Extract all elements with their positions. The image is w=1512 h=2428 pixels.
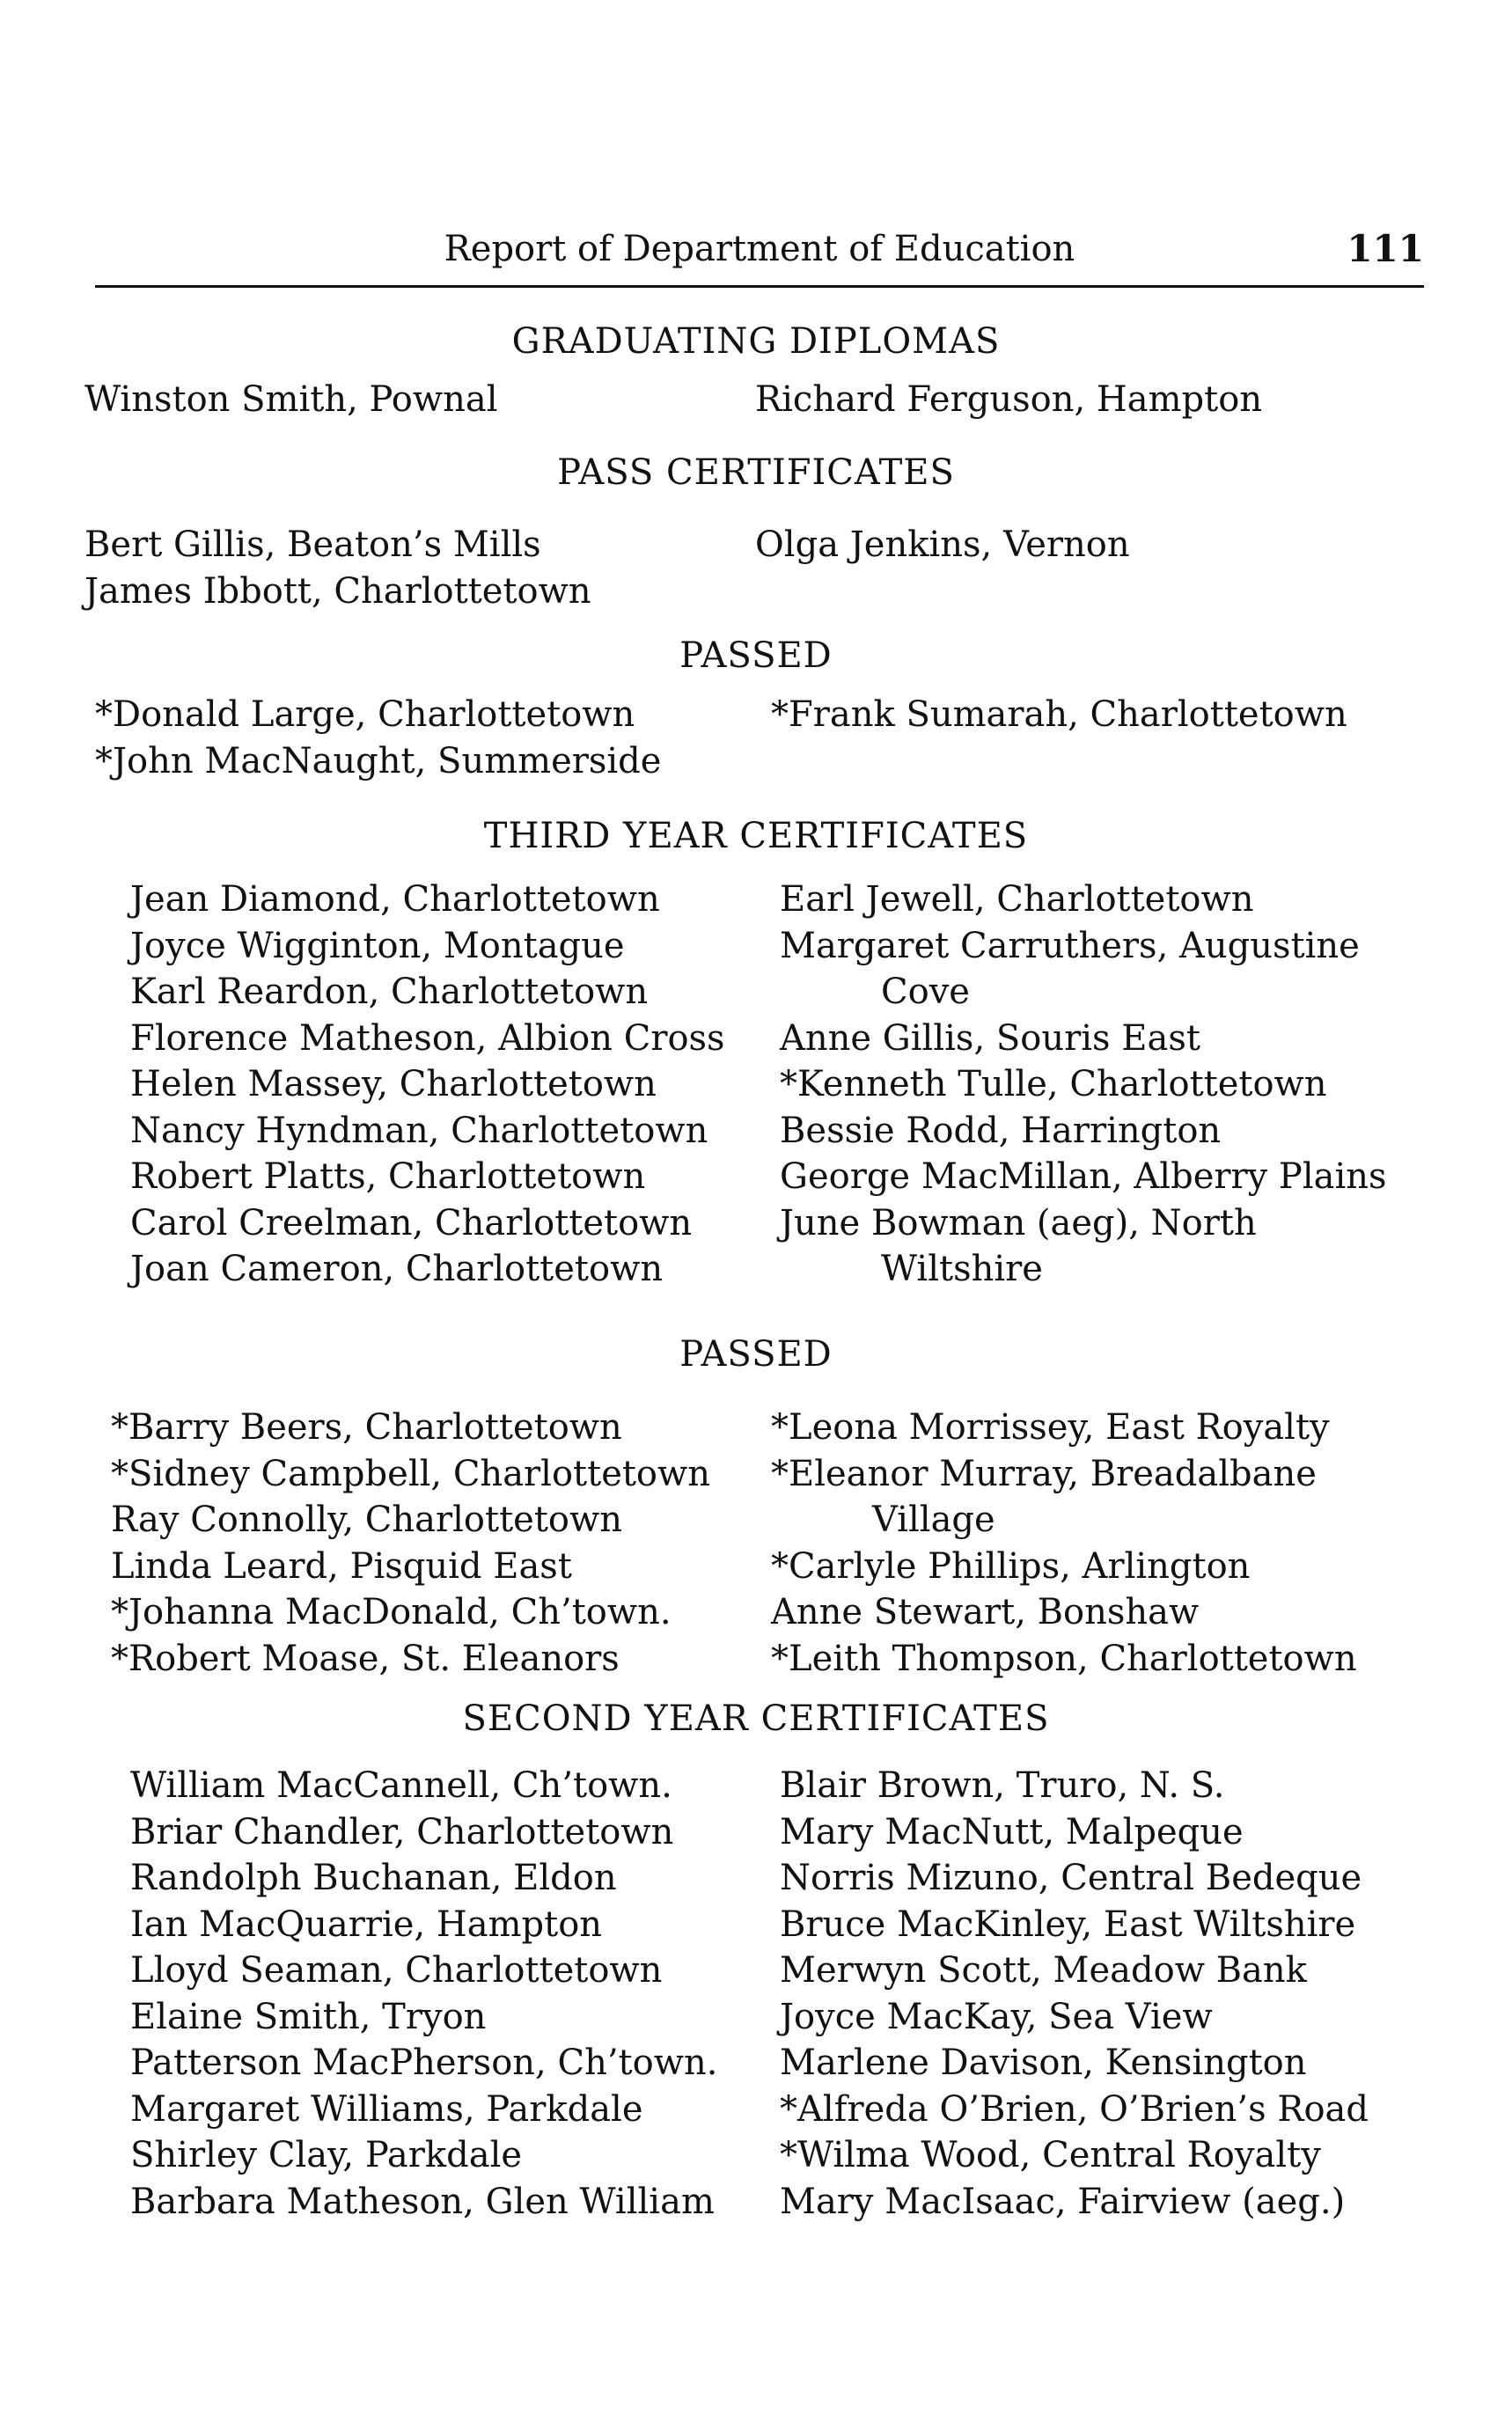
passed-left-column <box>111 1405 710 1682</box>
list-item-continuation: Wiltshire <box>881 1249 1043 1289</box>
list-item: *Johanna MacDonald, Ch’town. <box>111 1592 672 1632</box>
list-item: Robert Platts, Charlottetown <box>130 1156 646 1197</box>
running-head-title: Report of Department of Education <box>444 229 1075 269</box>
list-item: Briar Chandler, Charlottetown <box>130 1811 674 1852</box>
list-item: *Sidney Campbell, Charlottetown <box>111 1453 711 1494</box>
list-item: *John MacNaught, Summerside <box>95 740 662 781</box>
list-item: Nancy Hyndman, Charlottetown <box>130 1110 708 1151</box>
list-item: *Leona Morrissey, East Royalty <box>771 1407 1330 1448</box>
pass-certificates-left-column <box>84 522 591 614</box>
list-item: Lloyd Seaman, Charlottetown <box>130 1950 663 1991</box>
list-item: George MacMillan, Alberry Plains <box>780 1156 1387 1197</box>
page-number: 111 <box>1347 227 1424 270</box>
graduating-diplomas-right-column <box>755 377 1262 423</box>
list-item: Bruce MacKinley, East Wiltshire <box>780 1904 1356 1945</box>
pass-certificates-right-column <box>755 522 1130 568</box>
section-heading-second-year-certificates: SECOND YEAR CERTIFICATES <box>462 1698 1050 1739</box>
list-item: James Ibbott, Charlottetown <box>84 570 591 612</box>
list-item: Mary MacIsaac, Fairview (aeg.) <box>780 2181 1346 2222</box>
list-item: Bert Gillis, Beaton’s Mills <box>84 524 541 565</box>
list-item: Bessie Rodd, Harrington <box>780 1110 1222 1151</box>
list-item: *Donald Large, Charlottetown <box>95 694 635 735</box>
passed-right-column <box>771 692 1347 738</box>
list-item: Karl Reardon, Charlottetown <box>130 972 649 1012</box>
list-item: Helen Massey, Charlottetown <box>130 1064 657 1104</box>
list-item: *Barry Beers, Charlottetown <box>111 1407 622 1448</box>
list-item: Joan Cameron, Charlottetown <box>130 1249 664 1289</box>
section-heading-passed: PASSED <box>679 1334 833 1375</box>
list-item: Patterson MacPherson, Ch’town. <box>130 2043 718 2083</box>
section-heading-pass-certificates: PASS CERTIFICATES <box>557 452 955 493</box>
passed-left-column <box>95 692 661 784</box>
second-year-right-column <box>780 1763 1369 2225</box>
list-item: *Carlyle Phillips, Arlington <box>771 1545 1251 1587</box>
list-item: *Wilma Wood, Central Royalty <box>780 2135 1321 2175</box>
list-item: Elaine Smith, Tryon <box>130 1996 487 2037</box>
list-item: William MacCannell, Ch’town. <box>130 1765 672 1806</box>
list-item: *Leith Thompson, Charlottetown <box>771 1638 1357 1679</box>
list-item: *Frank Sumarah, Charlottetown <box>771 694 1347 735</box>
list-item: Shirley Clay, Parkdale <box>130 2135 523 2175</box>
list-item-continuation: Cove <box>881 972 970 1012</box>
list-item: Merwyn Scott, Meadow Bank <box>780 1950 1307 1991</box>
list-item: Margaret Carruthers, Augustine <box>780 925 1360 966</box>
passed-right-column <box>771 1405 1357 1682</box>
list-item: *Kenneth Tulle, Charlottetown <box>780 1064 1327 1104</box>
list-item: June Bowman (aeg), North <box>780 1202 1257 1243</box>
list-item: Ray Connolly, Charlottetown <box>111 1500 622 1540</box>
list-item: Joyce Wigginton, Montague <box>130 925 625 966</box>
list-item: *Robert Moase, St. Eleanors <box>111 1638 620 1679</box>
third-year-left-column <box>130 877 725 1293</box>
list-item: Jean Diamond, Charlottetown <box>130 879 660 920</box>
list-item: Anne Stewart, Bonshaw <box>771 1592 1200 1632</box>
running-head <box>95 220 1424 288</box>
list-item: Norris Mizuno, Central Bedeque <box>780 1858 1362 1898</box>
list-item: *Eleanor Murray, Breadalbane <box>771 1453 1317 1494</box>
list-item: Joyce MacKay, Sea View <box>780 1996 1213 2037</box>
section-heading-passed: PASSED <box>679 635 833 676</box>
list-item: Anne Gillis, Souris East <box>780 1017 1200 1059</box>
graduating-diplomas-left-column <box>84 377 498 423</box>
list-item: Carol Creelman, Charlottetown <box>130 1202 693 1243</box>
list-item: Florence Matheson, Albion Cross <box>130 1017 725 1059</box>
list-item: Mary MacNutt, Malpeque <box>780 1811 1244 1852</box>
third-year-right-column <box>780 877 1387 1293</box>
list-item: *Alfreda O’Brien, O’Brien’s Road <box>780 2088 1369 2130</box>
list-item-continuation: Village <box>872 1500 995 1540</box>
second-year-left-column <box>130 1763 717 2225</box>
list-item: Margaret Williams, Parkdale <box>130 2088 643 2130</box>
list-item: Blair Brown, Truro, N. S. <box>780 1765 1225 1806</box>
section-heading-third-year-certificates: THIRD YEAR CERTIFICATES <box>483 816 1029 856</box>
list-item: Earl Jewell, Charlottetown <box>780 879 1254 920</box>
list-item: Olga Jenkins, Vernon <box>755 524 1130 565</box>
list-item: Ian MacQuarrie, Hampton <box>130 1904 603 1945</box>
list-item: Marlene Davison, Kensington <box>780 2043 1307 2083</box>
list-item: Linda Leard, Pisquid East <box>111 1545 572 1587</box>
list-item: Randolph Buchanan, Eldon <box>130 1858 617 1898</box>
list-item: Barbara Matheson, Glen William <box>130 2181 715 2222</box>
list-item: Winston Smith, Pownal <box>84 379 498 420</box>
list-item: Richard Ferguson, Hampton <box>755 379 1263 420</box>
section-heading-graduating-diplomas: GRADUATING DIPLOMAS <box>511 321 1001 362</box>
